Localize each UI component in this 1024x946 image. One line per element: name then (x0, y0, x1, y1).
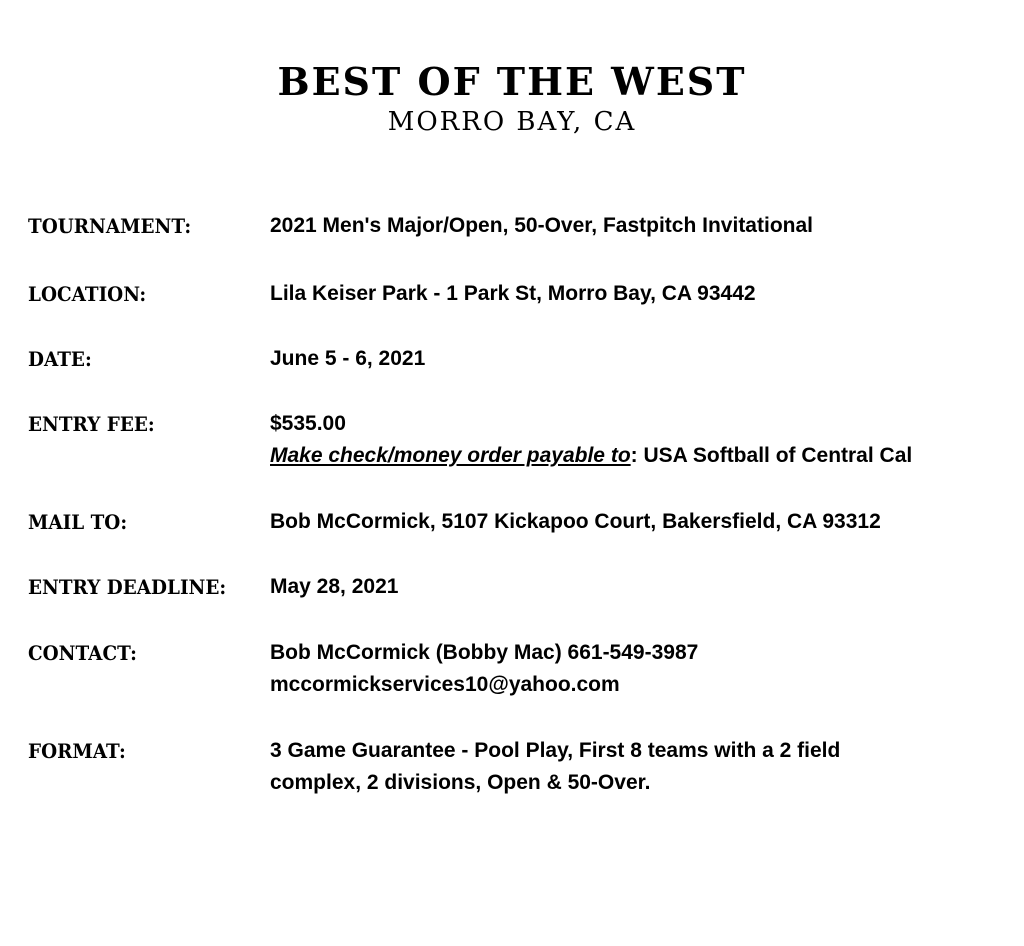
field-value-format (270, 735, 1010, 799)
document-title: BEST OF THE WEST (277, 59, 747, 104)
document-header (0, 58, 1024, 138)
field-value-tournament (270, 210, 1010, 242)
field-label-location: LOCATION: (28, 282, 147, 306)
field-label-entry-fee: ENTRY FEE: (28, 412, 155, 436)
contact-email: mccormickservices10@yahoo.com (270, 673, 620, 696)
field-label-entry-deadline: ENTRY DEADLINE: (28, 575, 227, 599)
payable-line (270, 440, 1010, 472)
field-label-date: DATE: (28, 347, 92, 371)
format-line-2: complex, 2 divisions, Open & 50-Over. (270, 771, 651, 794)
tournament-text: 2021 Men's Major/Open, 50-Over, Fastpitch Invitational (270, 214, 813, 237)
field-label-tournament: TOURNAMENT: (28, 214, 192, 238)
contact-name-phone: Bob McCormick (Bobby Mac) 661-549-3987 (270, 641, 699, 664)
field-label-contact: CONTACT: (28, 641, 137, 665)
document-subtitle: MORRO BAY, CA (387, 107, 637, 137)
field-value-mail-to (270, 506, 1010, 538)
field-value-contact (270, 637, 1010, 701)
field-value-entry-fee (270, 408, 1010, 472)
entry-deadline-text: May 28, 2021 (270, 575, 399, 598)
payable-value: : USA Softball of Central Cal (630, 444, 913, 467)
entry-fee-amount: $535.00 (270, 412, 346, 435)
field-value-entry-deadline (270, 571, 1010, 603)
field-label-mail-to: MAIL TO: (28, 510, 128, 534)
date-text: June 5 - 6, 2021 (270, 347, 426, 370)
field-label-format: FORMAT: (28, 739, 126, 763)
payable-label: Make check/money order payable to (270, 444, 631, 467)
location-text: Lila Keiser Park - 1 Park St, Morro Bay, CA 93442 (270, 282, 756, 305)
field-value-date (270, 343, 1010, 375)
field-value-location (270, 278, 1010, 310)
mail-to-text: Bob McCormick, 5107 Kickapoo Court, Bakersfield, CA 93312 (270, 510, 881, 533)
format-line-1: 3 Game Guarantee - Pool Play, First 8 teams with a 2 field (270, 739, 841, 762)
